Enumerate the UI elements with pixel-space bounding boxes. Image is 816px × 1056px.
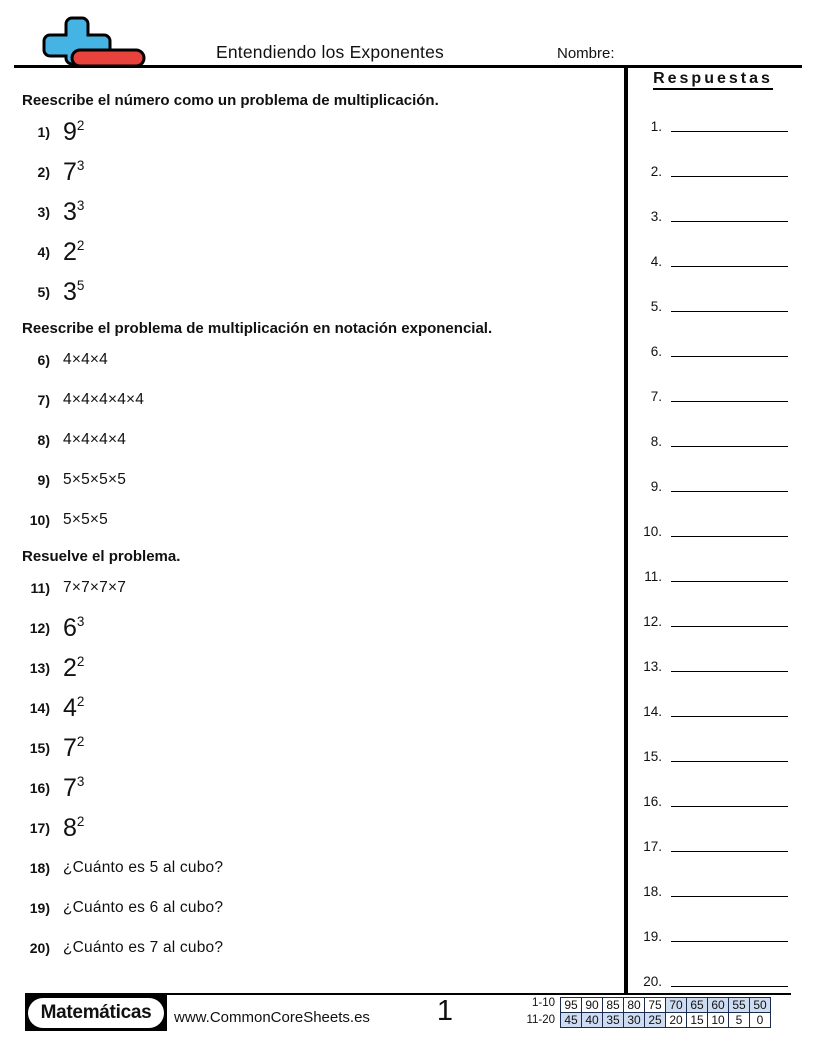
answer-row (634, 137, 792, 182)
score-cell: 85 (603, 997, 624, 1012)
problem-number: 19) (29, 900, 50, 916)
score-cell: 75 (645, 997, 666, 1012)
answer-row (634, 767, 792, 812)
answer-row (634, 92, 792, 137)
answer-blank-line (671, 851, 788, 852)
exponent-value: 2 (76, 653, 85, 669)
problem-row (14, 608, 614, 648)
answer-number: 18. (643, 884, 662, 899)
answer-blank-line (671, 176, 788, 177)
problem-row (14, 848, 614, 888)
answer-row (634, 812, 792, 857)
problem-number: 13) (29, 660, 50, 676)
problem-row (14, 420, 614, 460)
exponent-expression: $4^2$ (63, 693, 85, 722)
name-label: Nombre: (557, 45, 615, 62)
answer-number: 5. (650, 299, 662, 314)
score-cell: 0 (750, 1012, 771, 1027)
answer-row (634, 947, 792, 992)
answer-row (634, 497, 792, 542)
exponent-value: 2 (76, 237, 85, 253)
answer-number: 15. (643, 749, 662, 764)
section-instruction: Reescribe el número como un problema de multiplicación. (22, 92, 439, 109)
answer-lines (634, 92, 792, 992)
section-instruction: Resuelve el problema. (22, 548, 181, 565)
score-cell: 15 (687, 1012, 708, 1027)
score-cell: 10 (708, 1012, 729, 1027)
score-cell: 80 (624, 997, 645, 1012)
answer-number: 16. (643, 794, 662, 809)
brand-logo (25, 995, 167, 1031)
score-table-row (561, 997, 771, 1012)
problem-text: 5×5×5×5 (63, 471, 127, 488)
answer-row (634, 362, 792, 407)
answer-blank-line (671, 761, 788, 762)
problem-row (14, 112, 614, 152)
problem-row (14, 688, 614, 728)
problem-row (14, 648, 614, 688)
exponent-value: 3 (76, 197, 85, 213)
answer-row (634, 857, 792, 902)
problem-row (14, 808, 614, 848)
score-cell: 50 (750, 997, 771, 1012)
problem-row (14, 192, 614, 232)
answer-blank-line (671, 536, 788, 537)
answer-blank-line (671, 311, 788, 312)
answer-row (634, 632, 792, 677)
website-url: www.CommonCoreSheets.es (174, 1009, 370, 1026)
section (14, 92, 614, 312)
answer-blank-line (671, 356, 788, 357)
problem-number: 12) (29, 620, 50, 636)
score-cell: 25 (645, 1012, 666, 1027)
answer-number: 9. (650, 479, 662, 494)
answer-row (634, 227, 792, 272)
answer-number: 10. (643, 524, 662, 539)
score-cell: 35 (603, 1012, 624, 1027)
answer-number: 12. (643, 614, 662, 629)
answer-number: 3. (650, 209, 662, 224)
score-cell: 65 (687, 997, 708, 1012)
score-cell: 55 (729, 997, 750, 1012)
answer-row (634, 722, 792, 767)
score-cell: 95 (561, 997, 582, 1012)
answer-blank-line (671, 581, 788, 582)
answer-number: 19. (643, 929, 662, 944)
problem-row (14, 340, 614, 380)
answer-blank-line (671, 941, 788, 942)
score-table (560, 997, 771, 1028)
section (14, 320, 614, 540)
problem-number: 2) (37, 164, 50, 180)
answer-row (634, 182, 792, 227)
answer-blank-line (671, 986, 788, 987)
problem-number: 20) (29, 940, 50, 956)
problem-number: 4) (37, 244, 50, 260)
plus-minus-logo-icon (38, 10, 150, 68)
score-row-label: 1-10 (531, 997, 555, 1009)
problem-number: 9) (37, 472, 50, 488)
problem-row (14, 728, 614, 768)
answer-row (634, 452, 792, 497)
score-cell: 70 (666, 997, 687, 1012)
problem-number: 18) (29, 860, 50, 876)
answer-number: 8. (650, 434, 662, 449)
answer-blank-line (671, 806, 788, 807)
exponent-expression: $7^3$ (63, 157, 85, 186)
score-cell: 60 (708, 997, 729, 1012)
problem-number: 10) (29, 512, 50, 528)
problem-row (14, 888, 614, 928)
exponent-expression: $2^2$ (63, 237, 85, 266)
problem-row (14, 568, 614, 608)
answer-row (634, 542, 792, 587)
problem-number: 11) (30, 580, 50, 596)
answer-blank-line (671, 131, 788, 132)
score-cell: 5 (729, 1012, 750, 1027)
problem-row (14, 500, 614, 540)
problem-text: ¿Cuánto es 7 al cubo? (63, 939, 224, 956)
exponent-expression: $7^2$ (63, 733, 85, 762)
problem-text: ¿Cuánto es 6 al cubo? (63, 899, 224, 916)
problem-number: 7) (37, 392, 50, 408)
answer-number: 14. (643, 704, 662, 719)
exponent-expression: $7^3$ (63, 773, 85, 802)
problem-number: 8) (37, 432, 50, 448)
score-cell: 20 (666, 1012, 687, 1027)
problem-number: 1) (37, 124, 50, 140)
answer-number: 17. (643, 839, 662, 854)
answer-blank-line (671, 446, 788, 447)
answer-row (634, 902, 792, 947)
brand-label: Matemáticas (28, 998, 164, 1028)
exponent-expression: $9^2$ (63, 117, 85, 146)
answer-number: 20. (643, 974, 662, 989)
exponent-value: 3 (76, 773, 85, 789)
answer-blank-line (671, 221, 788, 222)
exponent-value: 3 (76, 157, 85, 173)
answer-number: 6. (650, 344, 662, 359)
exponent-expression: $8^2$ (63, 813, 85, 842)
answer-blank-line (671, 626, 788, 627)
answer-number: 11. (644, 569, 662, 584)
problem-row (14, 460, 614, 500)
problem-text: 4×4×4×4×4 (63, 391, 145, 408)
score-cell: 90 (582, 997, 603, 1012)
exponent-value: 3 (76, 613, 85, 629)
exponent-value: 2 (76, 733, 85, 749)
problem-row (14, 232, 614, 272)
score-table-row (561, 1012, 771, 1027)
answer-blank-line (671, 896, 788, 897)
score-cell: 40 (582, 1012, 603, 1027)
answer-row (634, 677, 792, 722)
problem-number: 16) (29, 780, 50, 796)
problem-text: 4×4×4×4 (63, 431, 127, 448)
problem-number: 15) (29, 740, 50, 756)
answer-blank-line (671, 401, 788, 402)
page-number: 1 (436, 995, 454, 1027)
problem-number: 17) (29, 820, 50, 836)
problem-number: 5) (37, 284, 50, 300)
answer-number: 2. (650, 164, 662, 179)
score-area (498, 995, 771, 1029)
answer-blank-line (671, 491, 788, 492)
answer-blank-line (671, 716, 788, 717)
score-row-labels (498, 995, 560, 1029)
column-separator (624, 68, 628, 993)
page-title: Entendiendo los Exponentes (215, 42, 444, 62)
score-row-label: 11-20 (526, 1014, 555, 1026)
answer-number: 4. (650, 254, 662, 269)
problem-text: 7×7×7×7 (63, 579, 127, 596)
section-instruction: Reescribe el problema de multiplicación en notación exponencial. (22, 320, 493, 337)
problem-number: 3) (37, 204, 50, 220)
exponent-value: 2 (76, 693, 85, 709)
exponent-expression: $2^2$ (63, 653, 85, 682)
score-cell: 45 (561, 1012, 582, 1027)
problems-column (14, 68, 614, 968)
section (14, 548, 614, 968)
answer-number: 7. (650, 389, 662, 404)
answers-column (634, 70, 792, 992)
answer-blank-line (671, 671, 788, 672)
answer-number: 1. (650, 119, 662, 134)
problem-row (14, 768, 614, 808)
problem-text: 5×5×5 (63, 511, 108, 528)
problem-row (14, 272, 614, 312)
problem-number: 6) (37, 352, 50, 368)
problem-row (14, 152, 614, 192)
answer-row (634, 272, 792, 317)
problem-text: ¿Cuánto es 5 al cubo? (63, 859, 224, 876)
problem-number: 14) (29, 700, 50, 716)
answer-number: 13. (643, 659, 662, 674)
answer-row (634, 587, 792, 632)
answer-blank-line (671, 266, 788, 267)
exponent-value: 5 (76, 277, 85, 293)
answers-title: Respuestas (634, 70, 792, 92)
answer-row (634, 317, 792, 362)
answer-row (634, 407, 792, 452)
problem-text: 4×4×4 (63, 351, 108, 368)
exponent-expression: $3^3$ (63, 197, 85, 226)
score-cell: 30 (624, 1012, 645, 1027)
problem-row (14, 380, 614, 420)
exponent-expression: $3^5$ (63, 277, 85, 306)
exponent-value: 2 (76, 117, 85, 133)
problem-row (14, 928, 614, 968)
exponent-expression: $6^3$ (63, 613, 85, 642)
exponent-value: 2 (76, 813, 85, 829)
